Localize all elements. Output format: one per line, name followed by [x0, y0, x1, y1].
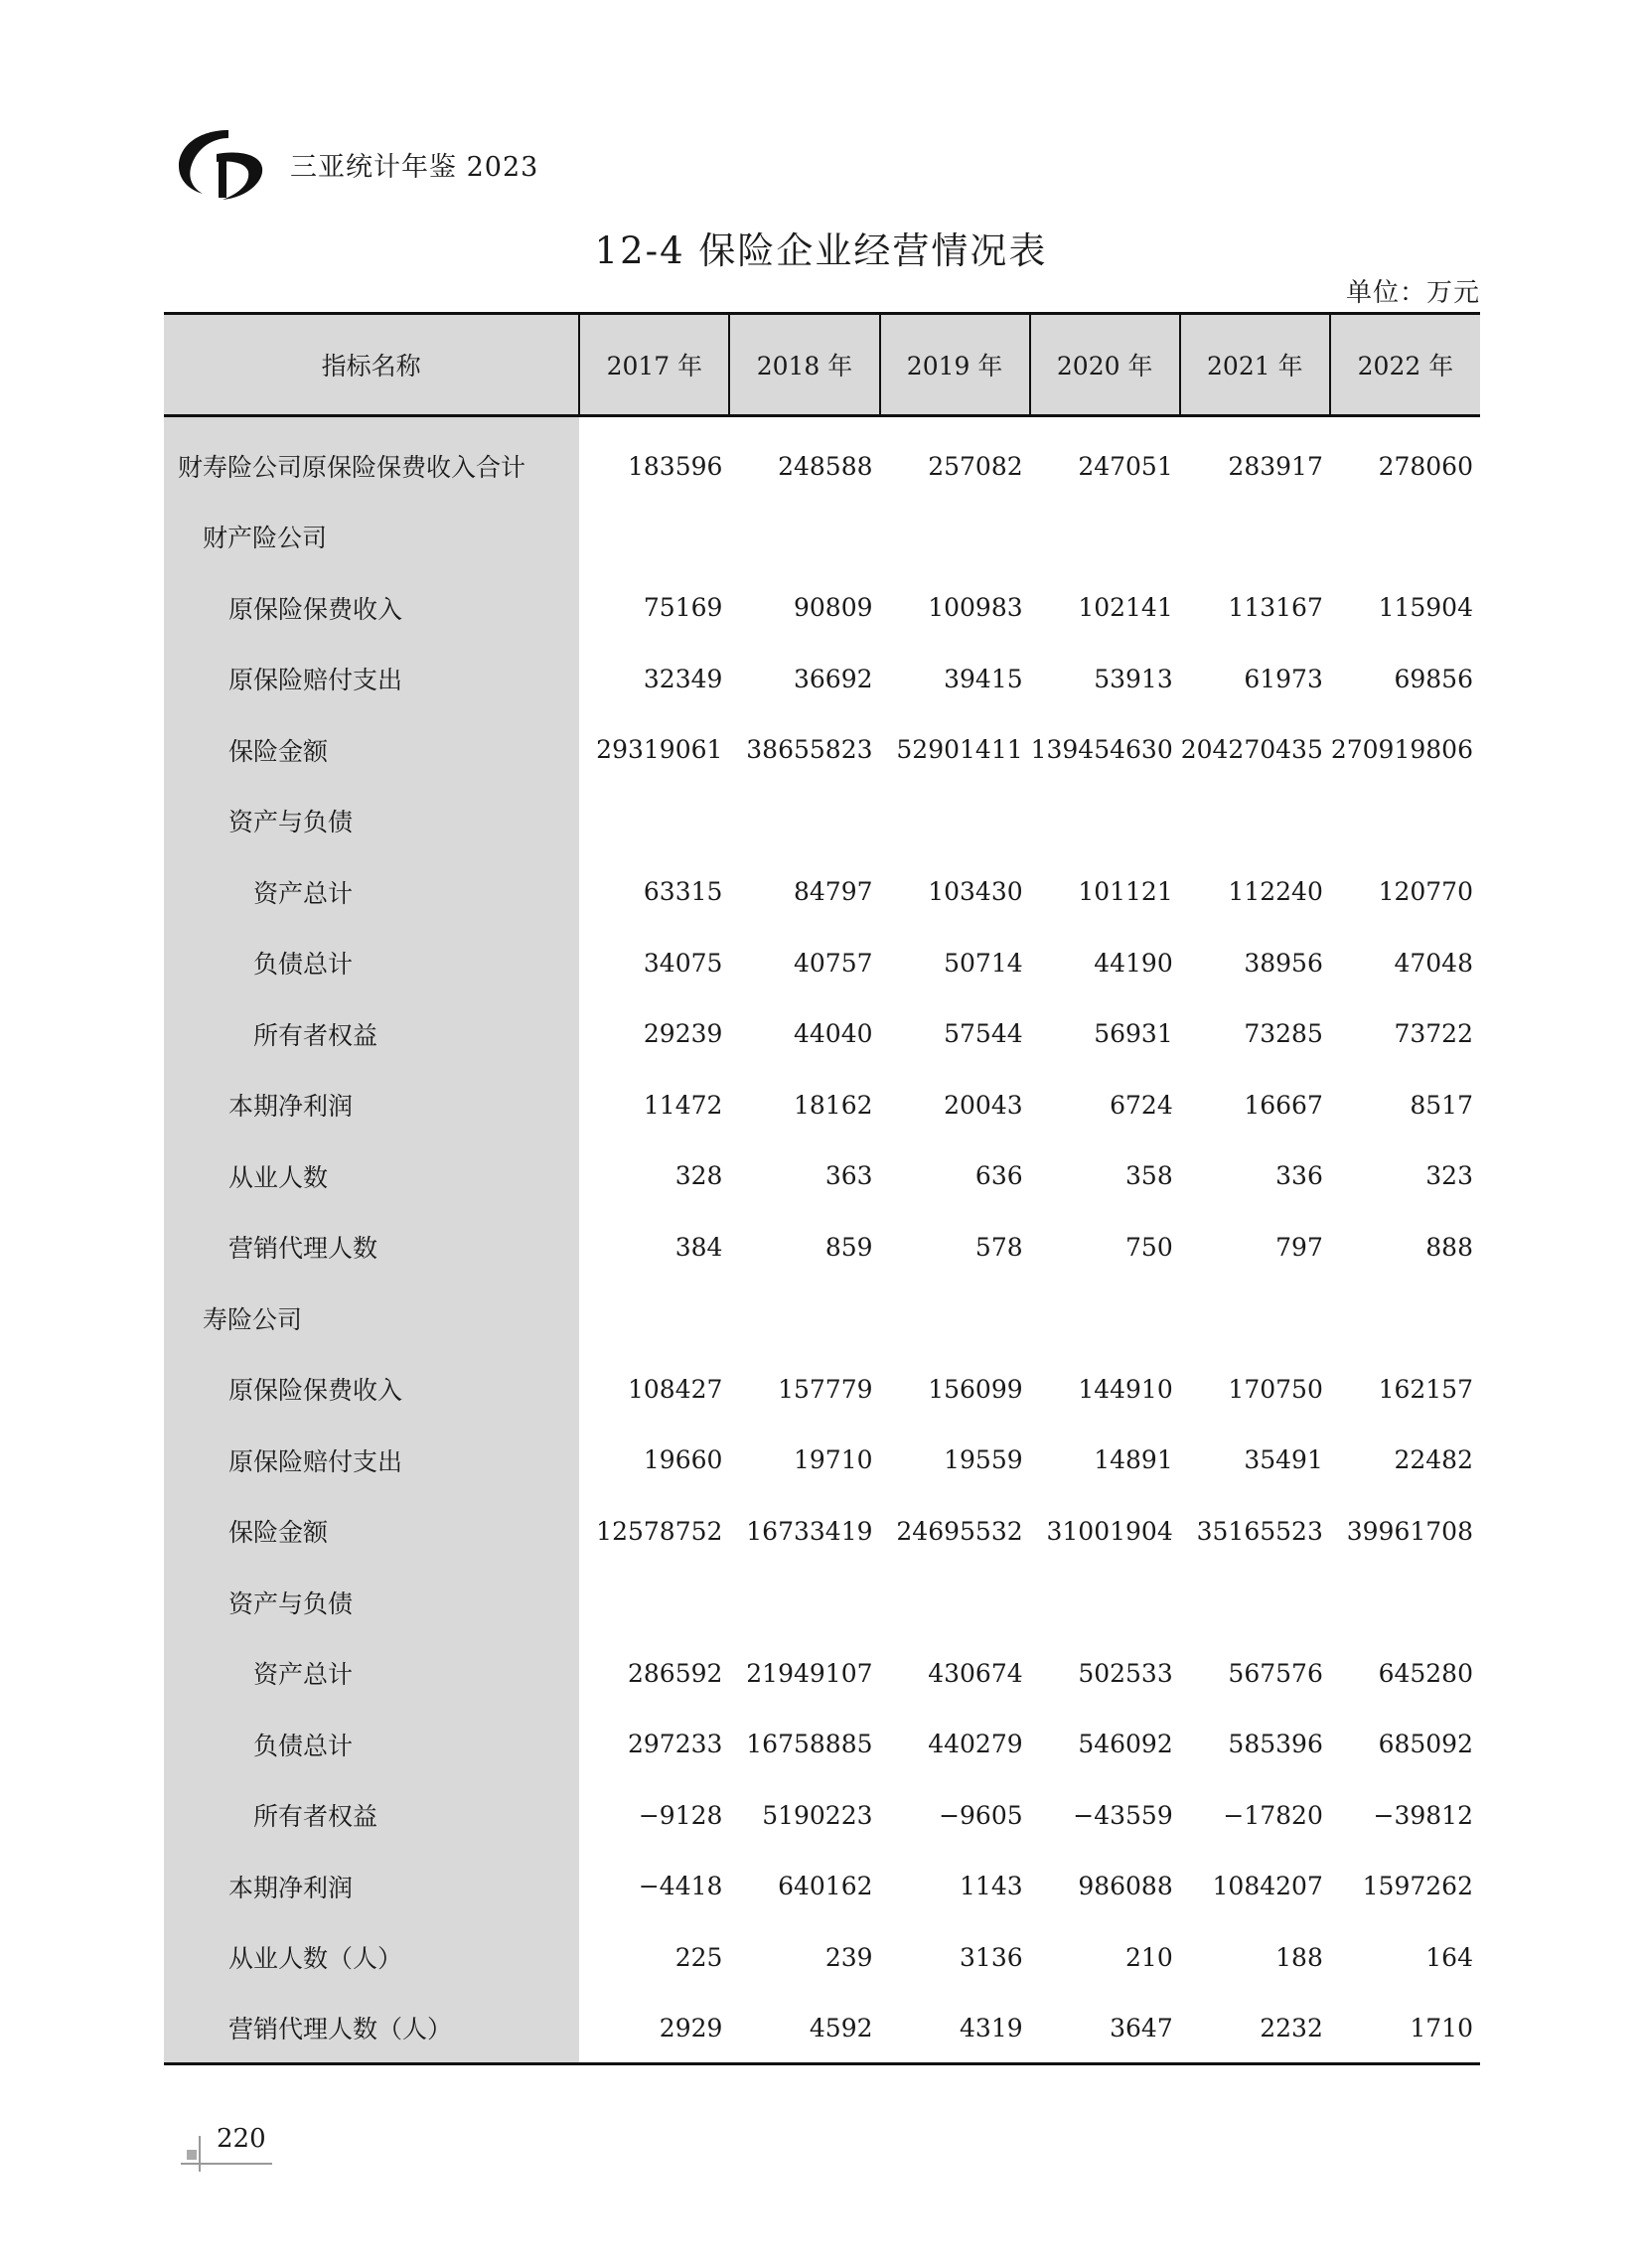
cell-value: 278060	[1378, 451, 1473, 481]
cell-value: 20043	[944, 1090, 1023, 1120]
cell-value	[729, 786, 879, 857]
row-label: 原保险赔付支出	[164, 1425, 579, 1496]
cell-value: 645280	[1378, 1658, 1473, 1688]
page-marker-tick	[199, 2136, 201, 2172]
book-title: 三亚统计年鉴 2023	[290, 152, 539, 183]
page-marker-square	[187, 2150, 197, 2160]
cell-value: 57544	[944, 1019, 1023, 1049]
cell-value: 19710	[794, 1445, 873, 1475]
row-label: 负债总计	[164, 928, 579, 999]
cell-value: 2929	[579, 1993, 729, 2064]
table-row	[164, 416, 1480, 502]
row-label: 本期净利润	[164, 1851, 579, 1922]
cell-value: 39415	[944, 664, 1023, 693]
cell-value: 52901411	[896, 735, 1023, 765]
table-row	[164, 928, 1480, 999]
row-label: 资产与负债	[164, 786, 579, 857]
cell-value: 38655823	[746, 735, 873, 765]
cell-value: 35165523	[1196, 1516, 1323, 1546]
table-row	[164, 1993, 1480, 2064]
cell-value: 986088	[1078, 1872, 1173, 1901]
row-label: 资产总计	[164, 856, 579, 928]
column-header-2021: 2021 年	[1180, 314, 1330, 416]
row-label: 资产与负债	[164, 1567, 579, 1638]
column-header-2017: 2017 年	[579, 314, 729, 416]
table-row	[164, 1425, 1480, 1496]
cell-value: 4319	[880, 1993, 1030, 2064]
cell-value: 248588	[778, 451, 873, 481]
cell-value: 888	[1425, 1232, 1473, 1262]
cell-value: 546092	[1078, 1730, 1173, 1759]
cell-value: 29319061	[596, 735, 723, 765]
cell-value: 22482	[1394, 1445, 1473, 1475]
cell-value: 239	[824, 1942, 873, 1972]
cell-value	[880, 1283, 1030, 1354]
table-row	[164, 856, 1480, 928]
cell-value: 188	[1275, 1942, 1323, 1972]
table-header-row	[164, 314, 1480, 416]
table-row	[164, 644, 1480, 715]
cell-value: 440279	[928, 1730, 1023, 1759]
cell-value: 90809	[794, 593, 873, 623]
cell-value	[1030, 502, 1180, 573]
cell-value	[729, 502, 879, 573]
page-number: 220	[217, 2124, 266, 2154]
cell-value: 56931	[1094, 1019, 1173, 1049]
cell-value: 47048	[1394, 948, 1473, 978]
cell-value: 44190	[1094, 948, 1173, 978]
cell-value: 29239	[643, 1019, 723, 1049]
cell-value	[1330, 1567, 1480, 1638]
cell-value	[1180, 786, 1330, 857]
row-label: 从业人数（人）	[164, 1922, 579, 1994]
cell-value	[579, 1567, 729, 1638]
cell-value: 40757	[794, 948, 873, 978]
cell-value: 164	[1425, 1942, 1473, 1972]
cell-value: 797	[1275, 1232, 1323, 1262]
cell-value: 18162	[794, 1090, 873, 1120]
table-row	[164, 1780, 1480, 1852]
table-row	[164, 1851, 1480, 1922]
cell-value	[1180, 1567, 1330, 1638]
cell-value: 1597262	[1362, 1872, 1473, 1901]
insurance-table	[164, 312, 1480, 2065]
cell-value: 113167	[1228, 593, 1323, 623]
cell-value: 50714	[944, 948, 1023, 978]
cell-value: 2232	[1180, 1993, 1330, 2064]
cell-value: 84797	[794, 877, 873, 907]
cell-value: 283917	[1228, 451, 1323, 481]
cell-value: 32349	[643, 664, 723, 693]
cell-value: 6724	[1110, 1090, 1173, 1120]
cell-value: 115904	[1378, 593, 1473, 623]
cell-value: 44040	[794, 1019, 873, 1049]
page-marker-rule	[181, 2163, 272, 2165]
cell-value: 16667	[1244, 1090, 1323, 1120]
cell-value: 63315	[643, 877, 723, 907]
cell-value: 61973	[1244, 664, 1323, 693]
cell-value	[1330, 786, 1480, 857]
cell-value: 112240	[1228, 877, 1323, 907]
cell-value: 103430	[928, 877, 1023, 907]
row-label: 财寿险公司原保险保费收入合计	[164, 416, 579, 502]
cell-value: 34075	[643, 948, 723, 978]
cell-value: 636	[974, 1161, 1023, 1191]
row-label: 所有者权益	[164, 1780, 579, 1852]
cell-value: 247051	[1078, 451, 1173, 481]
cell-value: 19660	[643, 1445, 723, 1475]
cell-value: 183596	[627, 451, 723, 481]
column-header-indicator: 指标名称	[164, 314, 579, 416]
cell-value: 156099	[928, 1374, 1023, 1404]
cell-value: 14891	[1094, 1445, 1173, 1475]
cell-value: 11472	[643, 1090, 723, 1120]
cell-value: 69856	[1394, 664, 1473, 693]
table-row	[164, 572, 1480, 644]
cell-value: 157779	[778, 1374, 873, 1404]
cell-value	[1030, 1283, 1180, 1354]
table-row	[164, 1354, 1480, 1426]
table-row	[164, 1140, 1480, 1212]
cell-value: 39961708	[1346, 1516, 1473, 1546]
column-header-2022: 2022 年	[1330, 314, 1480, 416]
cell-value	[579, 786, 729, 857]
row-label: 营销代理人数（人）	[164, 1993, 579, 2064]
cell-value: 384	[674, 1232, 723, 1262]
cell-value	[1030, 786, 1180, 857]
cell-value: 144910	[1078, 1374, 1173, 1404]
cell-value: 358	[1125, 1161, 1173, 1191]
cell-value: 102141	[1078, 593, 1173, 623]
cell-value: 19559	[944, 1445, 1023, 1475]
cell-value: 286592	[627, 1658, 723, 1688]
row-label: 保险金额	[164, 1496, 579, 1568]
table-row	[164, 1922, 1480, 1994]
cell-value: 38956	[1244, 948, 1323, 978]
cell-value: 100983	[928, 593, 1023, 623]
cell-value: 685092	[1378, 1730, 1473, 1759]
table-row	[164, 1496, 1480, 1568]
table-row	[164, 786, 1480, 857]
cell-value: −17820	[1223, 1800, 1323, 1830]
cell-value: 210	[1125, 1942, 1173, 1972]
cell-value	[579, 502, 729, 573]
cell-value: 3647	[1030, 1993, 1180, 2064]
table-row	[164, 1212, 1480, 1284]
cell-value: −9605	[939, 1800, 1023, 1830]
table-title: 12-4 保险企业经营情况表	[594, 229, 1048, 272]
column-header-2018: 2018 年	[729, 314, 879, 416]
cell-value: 297233	[627, 1730, 723, 1759]
cell-value: −39812	[1373, 1800, 1473, 1830]
cell-value: 8517	[1410, 1090, 1473, 1120]
cell-value: 4592	[729, 1993, 879, 2064]
cell-value: 139454630	[1030, 735, 1173, 765]
cell-value	[880, 786, 1030, 857]
unit-label: 单位：万元	[1345, 278, 1480, 308]
cell-value: 430674	[928, 1658, 1023, 1688]
cell-value	[880, 1567, 1030, 1638]
cell-value	[729, 1567, 879, 1638]
row-label: 原保险保费收入	[164, 1354, 579, 1426]
cell-value: 1084207	[1212, 1872, 1323, 1901]
cell-value: 1143	[960, 1872, 1023, 1901]
column-header-2019: 2019 年	[880, 314, 1030, 416]
cell-value: 31001904	[1046, 1516, 1173, 1546]
cell-value: 1710	[1330, 1993, 1480, 2064]
cell-value: 16758885	[746, 1730, 873, 1759]
cell-value: −9128	[638, 1800, 723, 1830]
cell-value: 53913	[1094, 664, 1173, 693]
cell-value	[880, 502, 1030, 573]
cell-value: 578	[974, 1232, 1023, 1262]
cell-value: 204270435	[1180, 735, 1323, 765]
cell-value: 170750	[1228, 1374, 1323, 1404]
cell-value: 502533	[1078, 1658, 1173, 1688]
cell-value: 585396	[1228, 1730, 1323, 1759]
cell-value: 328	[674, 1161, 723, 1191]
cell-value: 750	[1125, 1232, 1173, 1262]
table-row	[164, 1070, 1480, 1141]
cell-value: 35491	[1244, 1445, 1323, 1475]
cell-value	[1030, 1567, 1180, 1638]
cell-value: 101121	[1078, 877, 1173, 907]
cell-value	[729, 1283, 879, 1354]
row-label: 本期净利润	[164, 1070, 579, 1141]
cell-value: 225	[674, 1942, 723, 1972]
table-row	[164, 1283, 1480, 1354]
table-row	[164, 714, 1480, 786]
table-row	[164, 998, 1480, 1070]
row-label: 原保险保费收入	[164, 572, 579, 644]
cell-value	[1180, 1283, 1330, 1354]
cell-value: 336	[1275, 1161, 1323, 1191]
cell-value	[1330, 1283, 1480, 1354]
yearbook-logo-icon	[177, 124, 266, 204]
table-row	[164, 1638, 1480, 1710]
row-label: 财产险公司	[164, 502, 579, 573]
row-label: 营销代理人数	[164, 1212, 579, 1284]
cell-value: 21949107	[746, 1658, 873, 1688]
cell-value: 257082	[928, 451, 1023, 481]
row-label: 资产总计	[164, 1638, 579, 1710]
cell-value: 120770	[1378, 877, 1473, 907]
cell-value: −43559	[1073, 1800, 1173, 1830]
cell-value: 36692	[794, 664, 873, 693]
row-label: 负债总计	[164, 1709, 579, 1780]
cell-value: 859	[824, 1232, 873, 1262]
cell-value: 270919806	[1330, 735, 1473, 765]
table-row	[164, 502, 1480, 573]
table-row	[164, 1709, 1480, 1780]
cell-value: 108427	[627, 1374, 723, 1404]
cell-value: 5190223	[762, 1800, 873, 1830]
row-label: 保险金额	[164, 714, 579, 786]
cell-value	[1330, 502, 1480, 573]
cell-value	[579, 1283, 729, 1354]
cell-value: 162157	[1378, 1374, 1473, 1404]
row-label: 从业人数	[164, 1140, 579, 1212]
row-label: 原保险赔付支出	[164, 644, 579, 715]
cell-value: 640162	[778, 1872, 873, 1901]
cell-value: 24695532	[896, 1516, 1023, 1546]
cell-value: 75169	[643, 593, 723, 623]
row-label: 所有者权益	[164, 998, 579, 1070]
cell-value: 16733419	[746, 1516, 873, 1546]
cell-value: 12578752	[596, 1516, 723, 1546]
cell-value: 3136	[960, 1942, 1023, 1972]
table-row	[164, 1567, 1480, 1638]
cell-value: −4418	[638, 1872, 723, 1901]
cell-value	[1180, 502, 1330, 573]
cell-value: 73722	[1394, 1019, 1473, 1049]
row-label: 寿险公司	[164, 1283, 579, 1354]
column-header-2020: 2020 年	[1030, 314, 1180, 416]
cell-value: 567576	[1228, 1658, 1323, 1688]
cell-value: 323	[1425, 1161, 1473, 1191]
cell-value: 73285	[1244, 1019, 1323, 1049]
cell-value: 363	[824, 1161, 873, 1191]
